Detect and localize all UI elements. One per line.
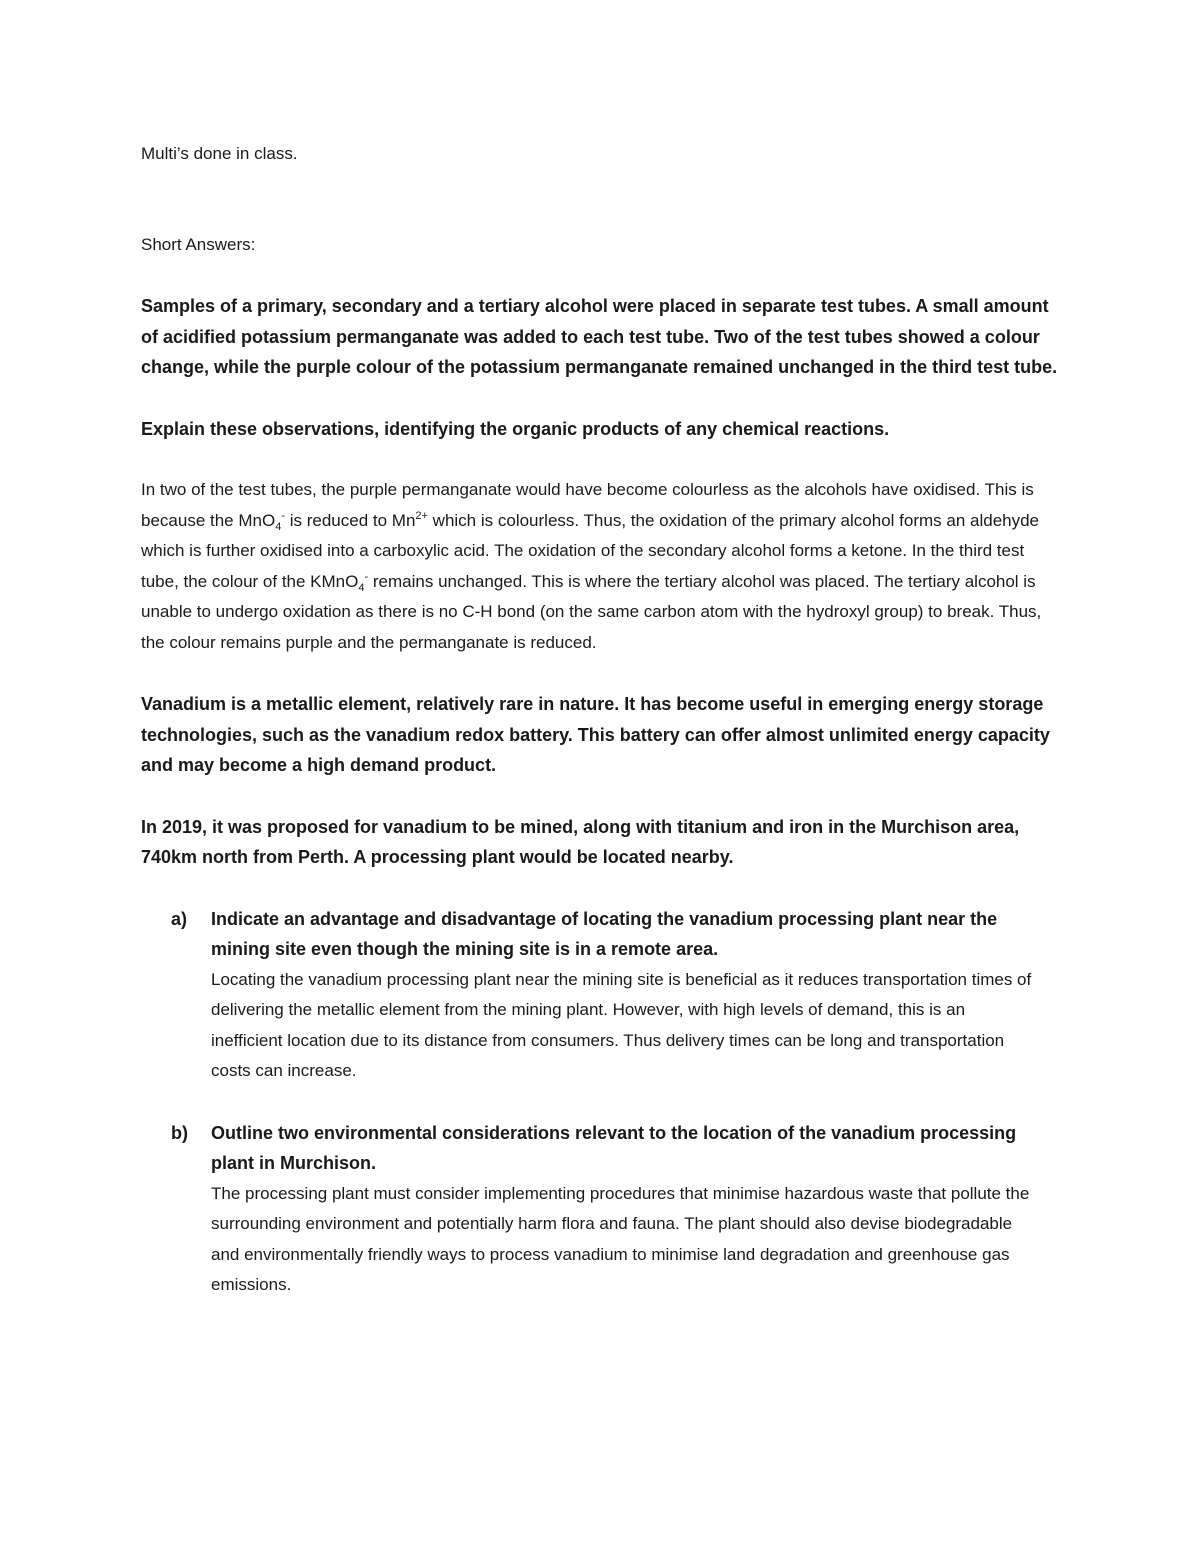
q2-context-paragraph: In 2019, it was proposed for vanadium to be mined, along with titanium and iron in the Murchison area, 740km north from Perth. A processing plant would be located nearby.: [141, 816, 1020, 867]
q1-answer-text: remains unchanged. This is where the tertiary alcohol was placed. The tertiary alcohol is unable to undergo oxidation as there is no C-H bond (on the same carbon atom with the hydroxyl group) to break. Thus, the colour remains purple and the permanganate is reduced.: [141, 571, 1042, 652]
part-body: [211, 1118, 1041, 1301]
q2-part-b: [141, 1118, 1066, 1301]
q1-prompt: Samples of a primary, secondary and a tertiary alcohol were placed in separate test tubes. A small amount of acidified potassium permanganate was added to each test tube. Two of the test tubes showed a colour change, while the purple colour of the potassium permanganate remained unchanged in the third test tube.: [141, 296, 1058, 377]
section-heading: Short Answers:: [141, 234, 256, 254]
q1-answer: [141, 475, 1066, 658]
q2-context-paragraph: Vanadium is a metallic element, relatively rare in nature. It has become useful in emerging energy storage technologies, such as the vanadium redox battery. This battery can offer almost unlimited energy capacity and may become a high demand product.: [141, 694, 1050, 775]
q1-answer-superscript: 2+: [415, 509, 428, 522]
q1-answer-subscript: 4: [275, 520, 282, 533]
intro-line: Multi’s done in class.: [141, 144, 298, 163]
part-label: b): [171, 1122, 188, 1143]
q2-part-a: [141, 904, 1066, 1087]
part-label: a): [171, 908, 188, 929]
part-answer: The processing plant must consider implementing procedures that minimise hazardous waste that pollute the surrounding environment and potentially harm flora and fauna. The plant should also devise biodegradable and environmentally friendly ways to process vanadium to minimise land degradation and greenhouse gas emissions.: [211, 1183, 1030, 1294]
q1-answer-superscript: -: [281, 509, 285, 522]
q1-answer-superscript: -: [364, 570, 369, 583]
part-answer: Locating the vanadium processing plant near the mining site is beneficial as it reduces transportation times of delivering the metallic element from the mining plant. However, with high levels of demand, this is an inefficient location due to its distance from consumers. Thus delivery times can be long and transportation costs can increase.: [211, 969, 1032, 1080]
part-body: [211, 904, 1041, 1087]
q1-answer-text: is reduced to Mn: [285, 510, 416, 530]
q1-answer-subscript: 4: [358, 581, 365, 594]
part-question: Outline two environmental considerations relevant to the location of the vanadium processing plant in Murchison.: [211, 1122, 1017, 1173]
q1-answer-text: which is colourless. Thus, the oxidation of the primary alcohol forms an aldehyde which is further oxidised into a carboxylic acid. The oxidation of the secondary alcohol forms a ketone. In the third test tube, the colour of the KMnO: [141, 510, 1040, 591]
document-content: [141, 139, 1066, 1301]
q1-answer-text: In two of the test tubes, the purple permanganate would have become colourless as the alcohols have oxidised. This is because the MnO: [141, 480, 1034, 530]
q1-instruction: Explain these observations, identifying the organic products of any chemical reactions.: [141, 418, 890, 439]
part-question: Indicate an advantage and disadvantage of locating the vanadium processing plant near the mining site even though the mining site is in a remote area.: [211, 908, 998, 959]
